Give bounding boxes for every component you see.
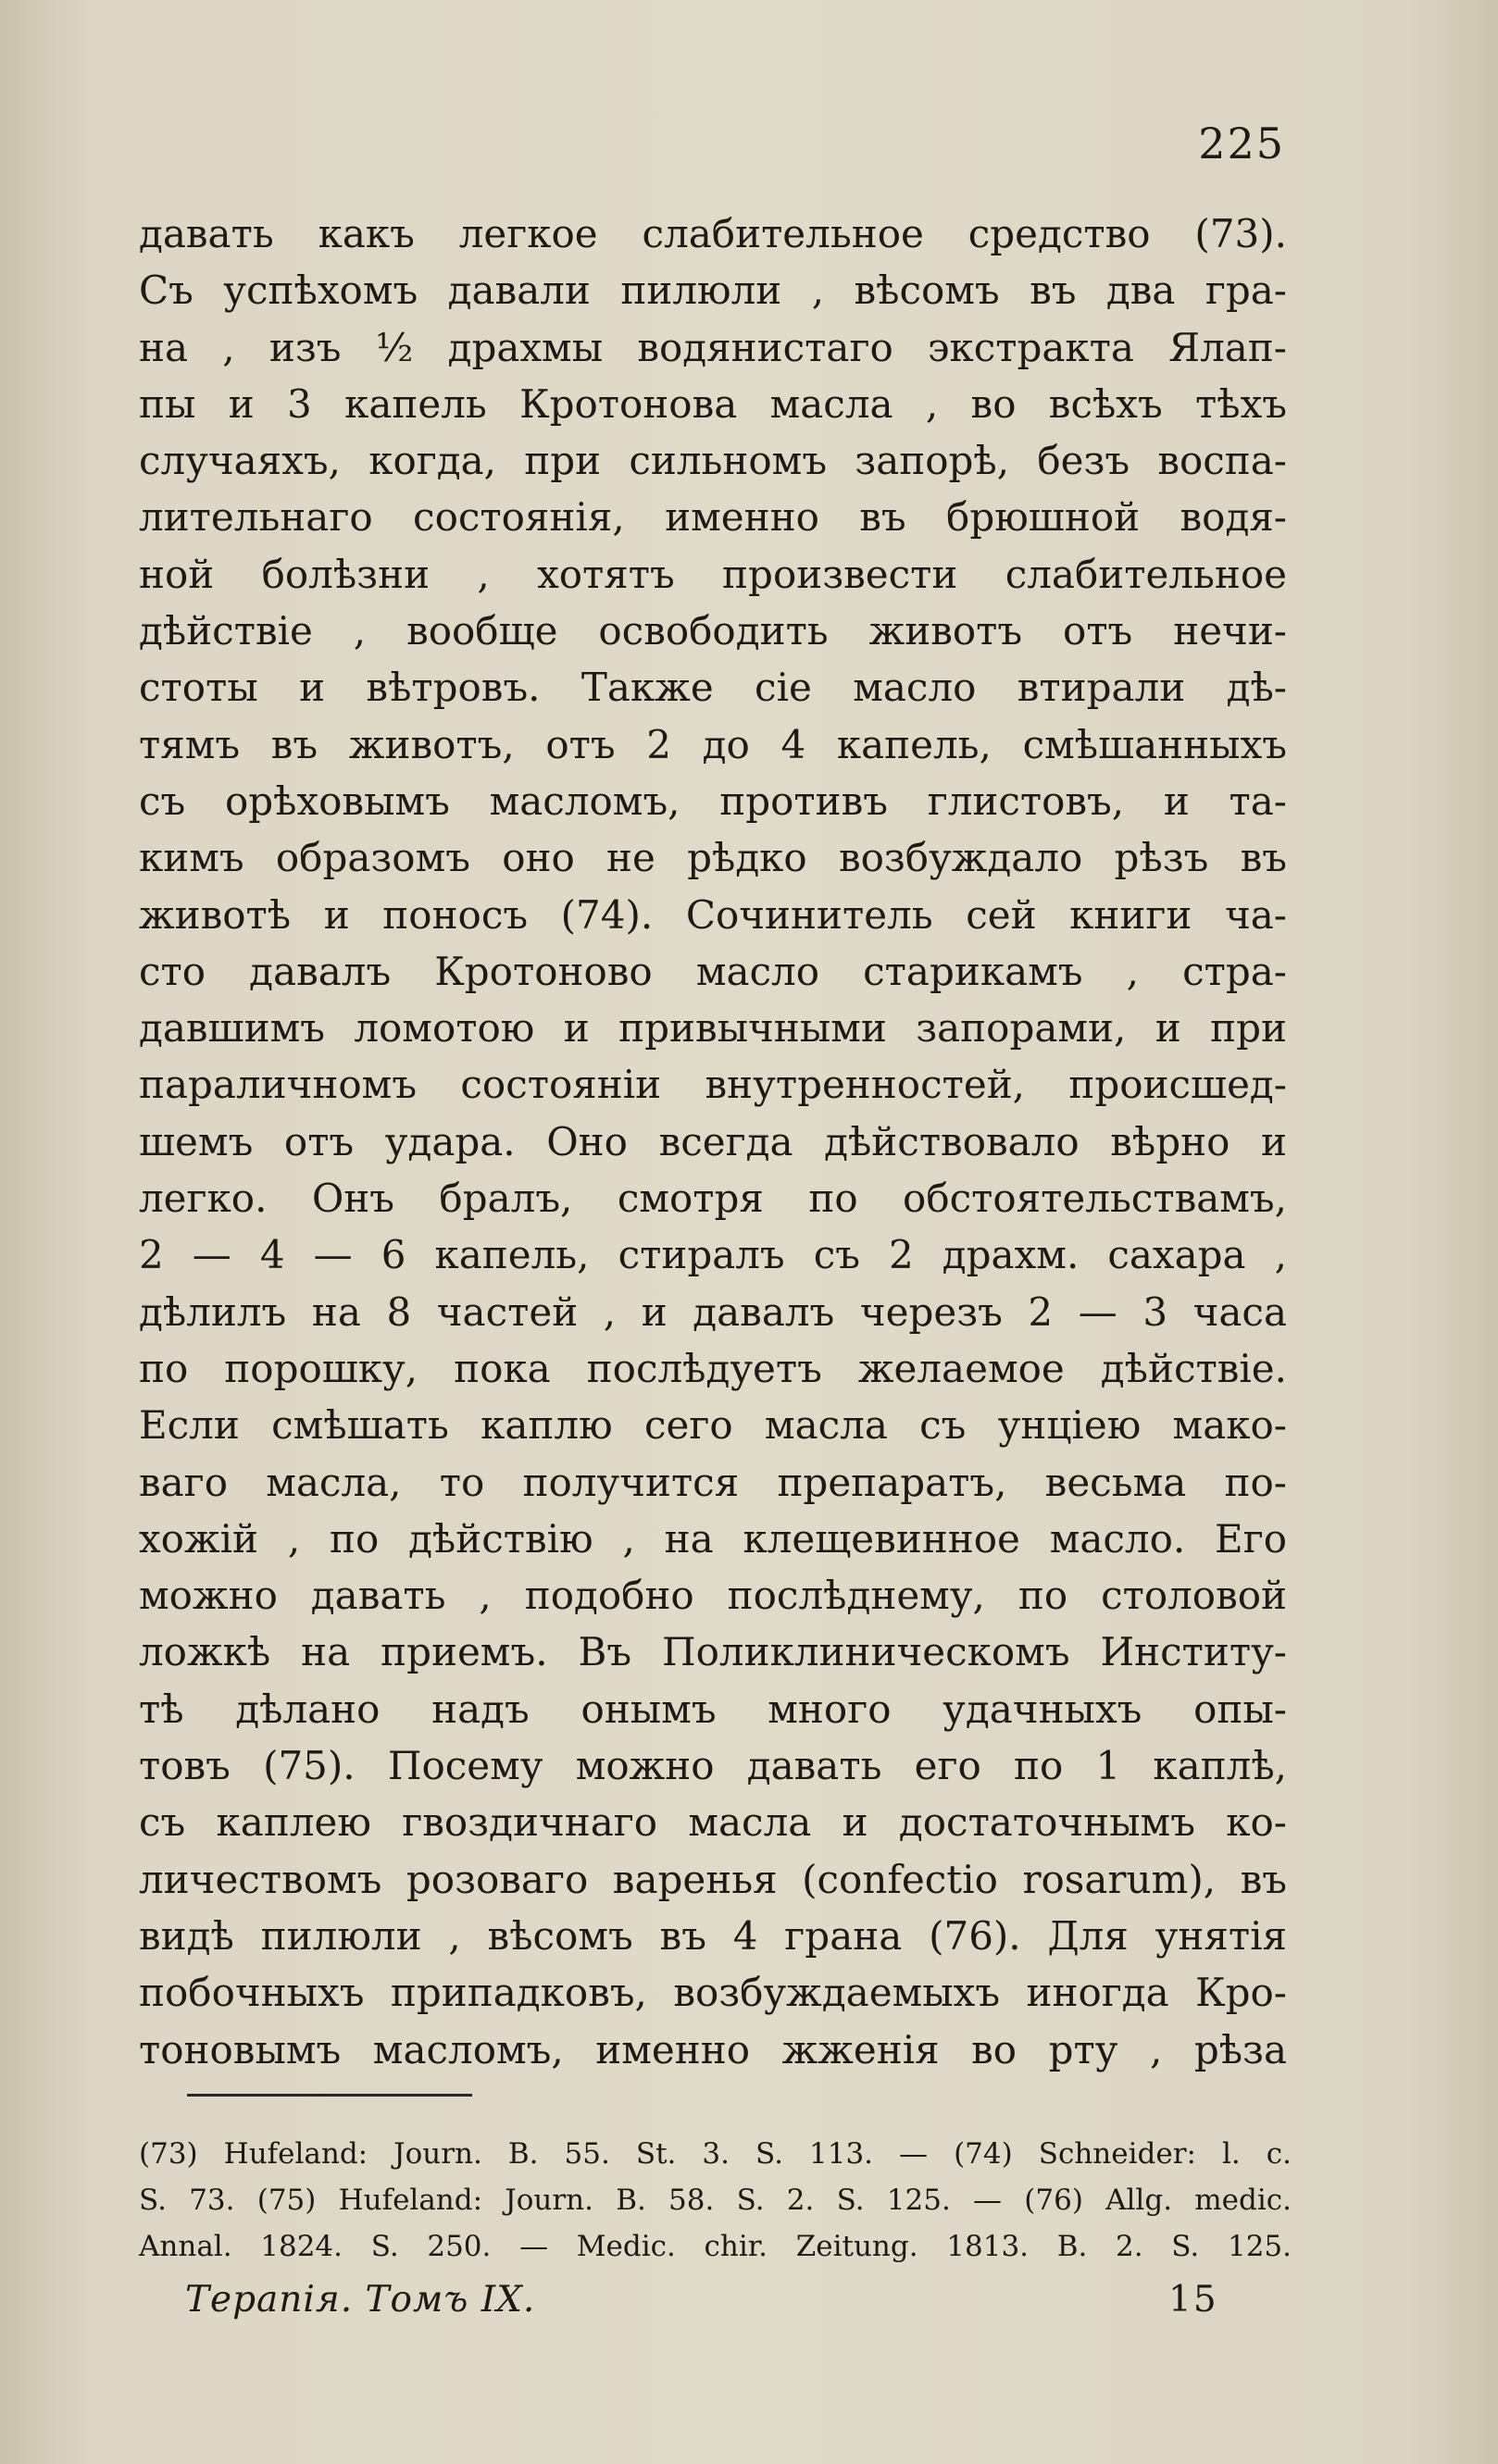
footnote-line: S. 73. (75) Hufeland: Journ. B. 58. S. 2. S. 125. — (76) Allg. medic. xyxy=(139,2184,1292,2217)
text-line: сто давалъ Кротоново масло старикамъ , стра- xyxy=(139,948,1287,994)
footnote-line: Annal. 1824. S. 250. — Medic. chir. Zeitung. 1813. B. 2. S. 125. xyxy=(139,2230,1292,2263)
text-line: стоты и вѣтровъ. Также сіе масло втирали дѣ- xyxy=(139,665,1287,711)
text-line: съ каплею гвоздичнаго масла и достаточнымъ ко- xyxy=(139,1799,1287,1846)
text-line: ложкѣ на приемъ. Въ Поликлиническомъ Институ- xyxy=(139,1629,1287,1675)
text-line: побочныхъ припадковъ, возбуждаемыхъ иногда Кро- xyxy=(139,1970,1287,2016)
footnote-rule xyxy=(187,2094,472,2097)
body-text xyxy=(139,205,1287,2078)
volume-signature: Терапія. Томъ IX. xyxy=(185,2279,536,2321)
footnotes xyxy=(139,2131,1292,2270)
text-line: по порошку, пока послѣдуетъ желаемое дѣйствіе. xyxy=(139,1345,1287,1391)
text-line: Если смѣшать каплю сего масла съ унціею мако- xyxy=(139,1402,1287,1449)
text-line: 2 — 4 — 6 капель, стиралъ съ 2 драхм. сахара , xyxy=(139,1232,1287,1278)
text-line: видѣ пилюли , вѣсомъ въ 4 грана (76). Для унятія xyxy=(139,1912,1287,1959)
text-line: животѣ и поносъ (74). Сочинитель сей книги ча- xyxy=(139,891,1287,938)
text-line: товъ (75). Посему можно давать его по 1 каплѣ, xyxy=(139,1743,1287,1789)
text-line: лительнаго состоянія, именно въ брюшной водя- xyxy=(139,494,1287,541)
text-line: на , изъ ½ драхмы водянистаго экстракта Ялап- xyxy=(139,324,1287,370)
footnote-line: (73) Hufeland: Journ. B. 55. St. 3. S. 113. — (74) Schneider: l. c. xyxy=(139,2137,1292,2171)
text-line: Съ успѣхомъ давали пилюли , вѣсомъ въ два гра- xyxy=(139,268,1287,314)
text-line: тямъ въ животъ, отъ 2 до 4 капель, смѣшанныхъ xyxy=(139,721,1287,767)
text-line: личествомъ розоваго варенья (confectio rosarum), въ xyxy=(139,1856,1287,1902)
text-line: пы и 3 капель Кротонова масла , во всѣхъ тѣхъ xyxy=(139,380,1287,427)
text-line: тѣ дѣлано надъ онымъ много удачныхъ опы- xyxy=(139,1686,1287,1732)
text-line: шемъ отъ удара. Оно всегда дѣйствовало вѣрно и xyxy=(139,1118,1287,1164)
text-line: давать какъ легкое слабительное средство (73). xyxy=(139,211,1287,256)
text-line: съ орѣховымъ масломъ, противъ глистовъ, и та- xyxy=(139,778,1287,824)
text-line: ваго масла, то получится препаратъ, весьма по- xyxy=(139,1459,1287,1505)
page-number: 225 xyxy=(1198,118,1285,168)
text-line: дѣлилъ на 8 частей , и давалъ черезъ 2 — 3 часа xyxy=(139,1288,1287,1335)
sheet-number: 15 xyxy=(1168,2279,1218,2321)
text-line: хожій , по дѣйствію , на клещевинное масло. Его xyxy=(139,1515,1287,1562)
text-line: ной болѣзни , хотятъ произвести слабительное xyxy=(139,551,1287,597)
text-line: легко. Онъ бралъ, смотря по обстоятельствамъ, xyxy=(139,1176,1287,1222)
text-line: параличномъ состояніи внутренностей, происшед- xyxy=(139,1062,1287,1108)
text-line: можно давать , подобно послѣднему, по столовой xyxy=(139,1573,1287,1619)
text-line: тоновымъ масломъ, именно жженія во рту , рѣза xyxy=(139,2026,1287,2072)
text-line: кимъ образомъ оно не рѣдко возбуждало рѣзъ въ xyxy=(139,835,1287,881)
text-line: давшимъ ломотою и привычными запорами, и при xyxy=(139,1005,1287,1052)
text-line: случаяхъ, когда, при сильномъ запорѣ, безъ воспа- xyxy=(139,438,1287,484)
text-line: дѣйствіе , вообще освободить животъ отъ нечи- xyxy=(139,608,1287,654)
